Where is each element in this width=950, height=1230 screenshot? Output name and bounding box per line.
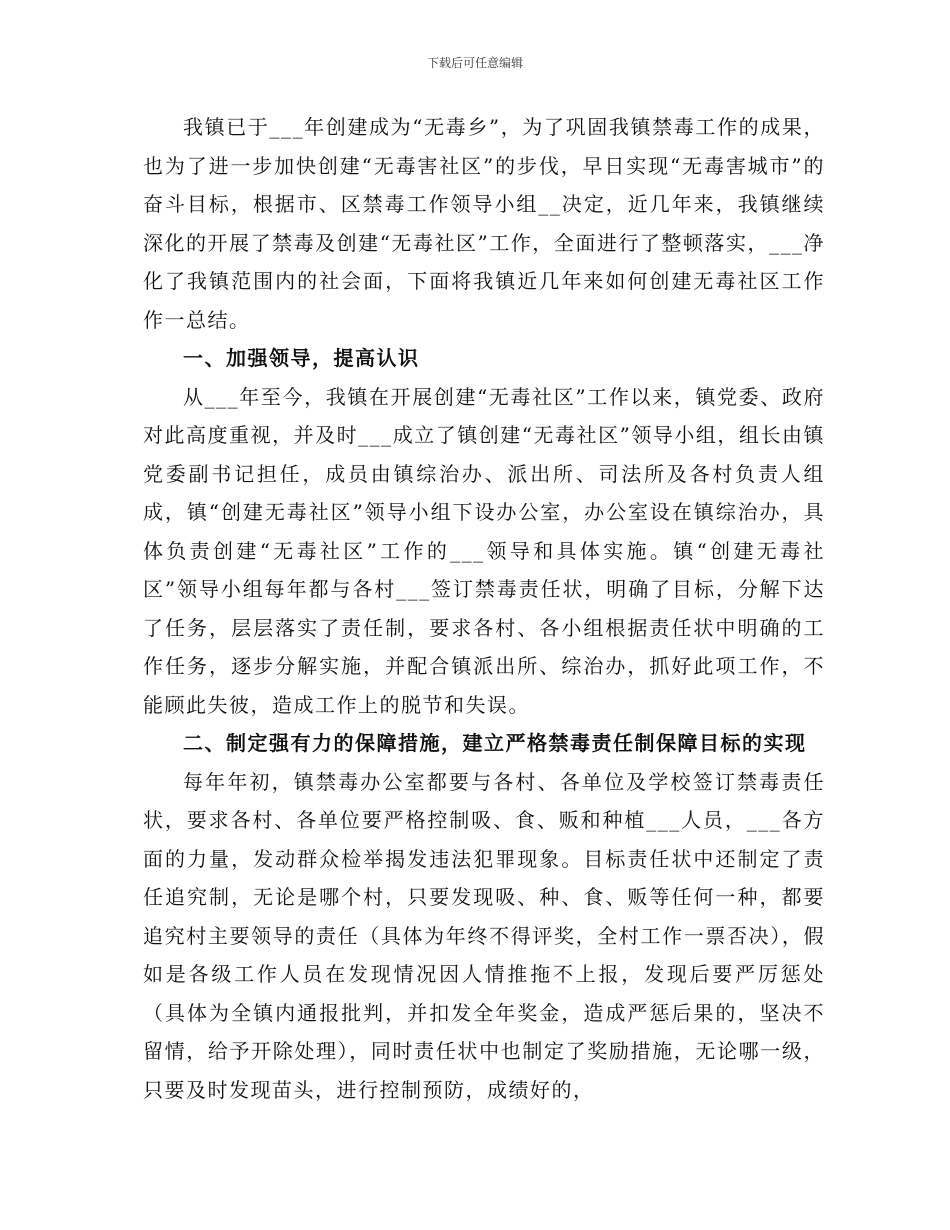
intro-paragraph: 我镇已于___年创建成为“无毒乡”，为了巩固我镇禁毒工作的成果，也为了进一步加快创建“无毒害社区”的步伐，早日实现“无毒害城市”的奋斗目标，根据市、区禁毒工作领导小组__决定，近几年来，我镇继续深化的开展了禁毒及创建“无毒社区”工作，全面进行了整顿落实，___净化了我镇范围内的社会面，下面将我镇近几年来如何创建无毒社区工作作一总结。: [143, 115, 825, 332]
section-heading-2: 二、制定强有力的保障措施，建立严格禁毒责任制保障目标的实现: [183, 731, 807, 755]
section-1-paragraph: 从___年至今，我镇在开展创建“无毒社区”工作以来，镇党委、政府对此高度重视，并及时___成立了镇创建“无毒社区”领导小组，组长由镇党委副书记担任，成员由镇综治办、派出所、司法所及各村负责人组成，镇“创建无毒社区”领导小组下设办公室，办公室设在镇综治办，具体负责创建“无毒社区”工作的___领导和具体实施。镇“创建无毒社区”领导小组每年都与各村___签订禁毒责任状，明确了目标，分解下达了任务，层层落实了责任制，要求各村、各小组根据责任状中明确的工作任务，逐步分解实施，并配合镇派出所、综治办，抓好此项工作，不能顾此失彼，造成工作上的脱节和失误。: [143, 384, 825, 717]
page-header-note: 下载后可任意编辑: [426, 56, 523, 70]
document-body: [143, 108, 825, 1109]
section-heading-1: 一、加强领导，提高认识: [183, 346, 420, 370]
section-2-paragraph: 每年年初，镇禁毒办公室都要与各村、各单位及学校签订禁毒责任状，要求各村、各单位要严格控制吸、食、贩和种植___人员，___各方面的力量，发动群众检举揭发违法犯罪现象。目标责任状中还制定了责任追究制，无论是哪个村，只要发现吸、种、食、贩等任何一种，都要追究村主要领导的责任（具体为年终不得评奖，全村工作一票否决），假如是各级工作人员在发现情况因人情推拖不上报，发现后要严厉惩处（具体为全镇内通报批判，并扣发全年奖金，造成严惩后果的，坚决不留情，给予开除处理），同时责任状中也制定了奖励措施，无论哪一级，只要及时发现苗头，进行控制预防，成绩好的，: [143, 769, 825, 1102]
